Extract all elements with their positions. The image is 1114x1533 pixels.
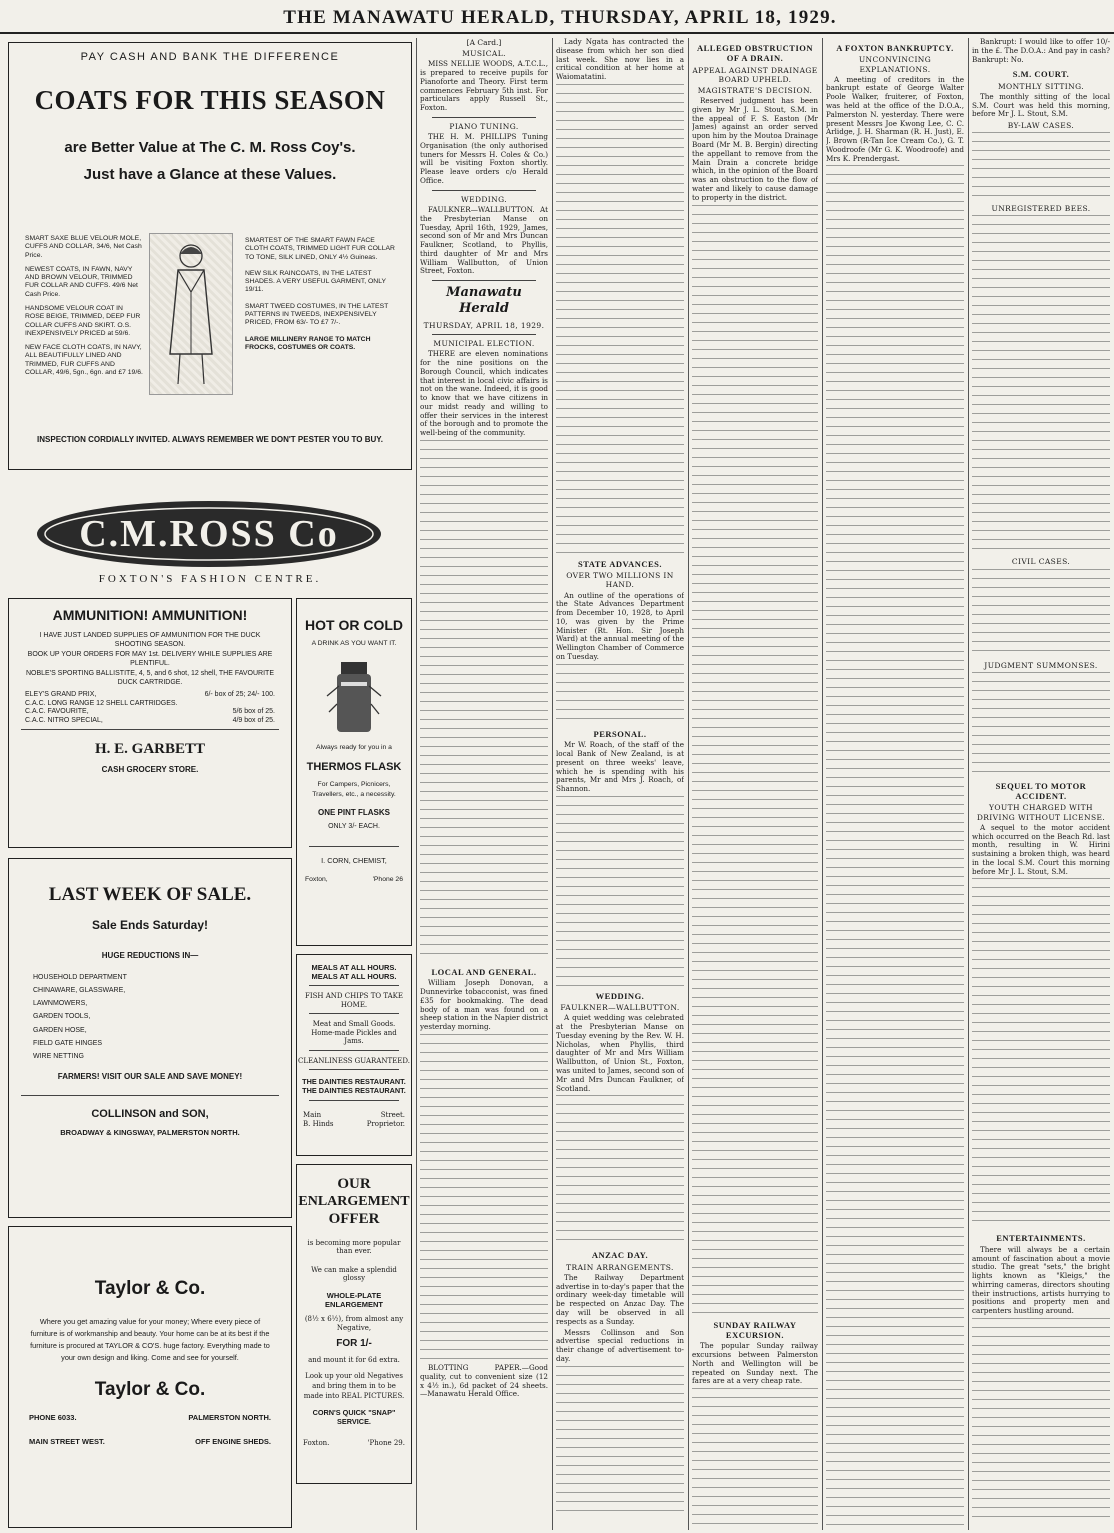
monthly-sub: MONTHLY SITTING. [997,81,1085,91]
garbett-store: CASH GROCERY STORE. [101,764,199,774]
enlarge-line: (8½ x 6½), from almost any Negative, [304,1315,404,1332]
price-value: 4/9 box of 25. [232,716,275,724]
column-text-block [692,205,818,1315]
piano-heading: PIANO TUNING. [449,121,519,131]
ross-right-items [245,237,397,360]
taylor-off: OFF ENGINE SHEDS. [195,1436,271,1446]
sunday-heading: SUNDAY RAILWAY EXCURSION. [713,1319,797,1340]
sequel-text: A sequel to the motor accident which occurred on the Beach Rd. last month, resulting in W. Hirini sustaining a broken thigh, was heard in the local S.M. Court this morning before Mr J. L. Stout, S.M. [972,822,1110,876]
enlarge-line: and mount it for 6d extra. [308,1356,400,1365]
taylor-name: Taylor & Co. [94,1278,206,1299]
ross-item: SMART TWEED COSTUMES, IN THE LATEST PATTERNS IN TWEEDS, INEXPENSIVELY PRICED, FROM 63/- TO £7 7/-. [245,302,389,327]
divider [21,729,279,730]
taylor-phone: PHONE 6033. [29,1413,77,1423]
thermos-one-pint: ONE PINT FLASKS [317,808,390,818]
col7-top-text: Bankrupt: I would like to offer 10/- in the £. The D.O.A.: And pay in cash? Bankrupt: No. [972,38,1110,64]
ross-item: NEW SILK RAINCOATS, IN THE LATEST SHADES. A VERY USEFUL GARMENT, ONLY 19/11. [245,269,386,294]
dainties-goods: Meat and Small Goods. Home-made Pickles and Jams. [311,1020,397,1046]
collinson-name: COLLINSON and SON, [91,1108,209,1121]
sale-cta: FARMERS! VISIT OUR SALE AND SAVE MONEY! [57,1071,243,1081]
enlarge-contact [297,1427,411,1448]
street-left: Main [303,1111,322,1120]
ross-item: NEWEST COATS, IN FAWN, NAVY AND BROWN VELOUR, TRIMMED FUR COLLAR AND CUFFS. 49/6 Net Cash Price. [25,265,138,298]
ammunition-title: AMMUNITION! AMMUNITION! [52,607,248,623]
herald-nameplate: Manawatu Herald [446,285,522,317]
youth-sub: YOUTH CHARGED WITH DRIVING WITHOUT LICENSE. [976,803,1106,822]
taylor-body: Where you get amazing value for your money; Where every piece of furniture is of workmanship and beauty. Your home can be at its best if the furniture is procured at TAYLOR & CO'S. huge factory. Everything made to your own design and liking. Come and see for yourself. [30,1317,270,1363]
meals-line-1: MEALS AT ALL HOURS. [311,963,397,972]
price-value: 5/6 box of 25. [232,708,275,716]
column-text-block [826,165,964,1525]
enlarge-phone: 'Phone 29. [367,1439,405,1448]
personal-text: Mr W. Roach, of the staff of the local Bank of New Zealand, is at present on three weeks' leave, which he is spending with his parents, Mr and Mrs J. Roach, of Shannon. [556,740,684,794]
enlarge-town: Foxton. [303,1439,330,1448]
dainties-name-2: THE DAINTIES RESTAURANT. [302,1086,406,1096]
price-item: ELEY'S GRAND PRIX, [25,691,97,699]
column-6 [826,38,964,1525]
column-rule [688,38,689,1530]
ad-banner: PAY CASH AND BANK THE DIFFERENCE [80,51,340,63]
sale-item: HOUSEHOLD DEPARTMENT [33,973,127,981]
taylor-name-2: Taylor & Co. [94,1379,206,1401]
column-text-block [556,796,684,986]
column-text-block [972,569,1110,659]
masthead [0,0,1114,34]
price-item: C.A.C. FAVOURITE, [25,708,89,716]
sale-item: WIRE NETTING [33,1053,84,1061]
magistrate-sub: MAGISTRATE'S DECISION. [697,86,813,95]
price-row [25,717,275,726]
thermos-illustration [319,656,389,736]
column-text-block [556,84,684,554]
thermos-ready: Always ready for you in a [316,744,392,752]
meals-line-2: MEALS AT ALL HOURS. [311,972,397,982]
column-5 [692,38,818,1528]
collinson-sale-ad [8,858,292,1218]
anzac-text: The Railway Department advertise in to-day's paper that the ordinary week-day timetable will be respected on Anzac Day. The day will be observed in all respects as a Sunday. [556,1272,684,1326]
alleged-text: Reserved judgment has been given by Mr J. L. Stout, S.M. in the appeal of F. S. Easton (Mr James) against an order served upon him by the Moutoa Drainage Board (Mr M. B. Bergin) directing the appellant to remove from the Main Drain a concrete bridge which, in the opinion of the Board was an obstruction to the flow of water and likely to cause damage to property in the district. [692,96,818,202]
ross-item: LARGE MILLINERY RANGE TO MATCH FROCKS, COSTUMES OR COATS. [245,335,371,351]
bankruptcy-sub: UNCONVINCING EXPLANATIONS. [858,55,932,74]
enlarge-price: FOR 1/- [336,1338,372,1350]
wedding-sub: FAULKNER—WALLBUTTON. [560,1003,680,1013]
ross-coats-ad [8,42,412,470]
column-rule [822,38,823,1530]
dainties-street [297,1105,411,1120]
divider [432,190,536,191]
card-label: [A Card.] [466,38,502,47]
enlarge-title-2: ENLARGEMENT [298,1194,410,1210]
enlargement-ad [296,1164,412,1484]
col4-top-text: Lady Ngata has contracted the disease from which her son died last week. She now lies in a critical condition at her home at Waiomatatini. [556,38,684,82]
column-text-block [972,878,1110,1228]
garbett-prices [9,691,291,725]
corn-thermos-ad [296,598,412,946]
divider [309,846,399,847]
corn-town: Foxton, [305,875,328,883]
proprietor-right: Proprietor. [366,1119,405,1128]
dainties-ad [296,954,412,1156]
corn-contact [297,866,411,884]
sm-court-heading: S.M. COURT. [1012,69,1070,80]
bankruptcy-text: A meeting of creditors in the bankrupt estate of George Walter Poole Walker, fruiterer, of Foxton, was held at the office of the D.O.A., Palmerston N. yesterday. There were present Messrs Joe Kwong Lee, C. C. Arlidge, J. H. Sharman (R. H. Just), E. J. Brown (R-Tan Ice Cream Co.), G. T. Woodroofe (Mr G. K. Woodroofe) and Mrs K. Prendergast. [826,74,964,163]
collinson-address: BROADWAY & KINGSWAY, PALMERSTON NORTH. [60,1127,240,1137]
ross-footer: INSPECTION CORDIALLY INVITED. ALWAYS REMEMBER WE DON'T PESTER YOU TO BUY. [37,435,383,444]
personal-heading: PERSONAL. [593,728,647,739]
local-heading: LOCAL AND GENERAL. [431,967,537,977]
divider [432,117,536,118]
price-row [25,691,275,700]
fashion-illustration [149,233,233,395]
thermos-flask-icon [319,656,389,736]
corn-name: I. CORN, CHEMIST, [321,855,387,865]
state-text: An outline of the operations of the State Advances Department from December 10, 1928, to April 10, was given by the Prime Minister (Rt. Hon. Sir Joseph Ward) at the annual meeting of the Wellington Chamber of Commerce on Tuesday. [556,590,684,662]
ross-left-items [25,235,143,383]
col4-bottom-text: Messrs Collinson and Son advertise special reductions in their change of advertisement to-day. [556,1327,684,1363]
column-7 [972,38,1110,1518]
thermos-price: ONLY 3/- EACH. [328,823,380,831]
divider [309,985,399,986]
masthead-title: THE MANAWATU HERALD, THURSDAY, APRIL 18, 1929. [283,7,837,28]
sale-item: CHINAWARE, GLASSWARE, [33,986,126,994]
divider [309,1013,399,1014]
wedding-heading: WEDDING. [460,194,508,204]
column-rule [552,38,553,1530]
municipal-text: THERE are eleven nominations for the nine positions on the Borough Council, which indicates that interest in local civic affairs is not on the wane. Indeed, it is good to know that we have citizens in our midst ready and willing to offer their services in the interest of the borough and to promote the well-being of the community. [420,349,548,438]
enlarge-line: We can make a splendid glossy [311,1265,397,1283]
entertainments-heading: ENTERTAINMENTS. [996,1233,1086,1244]
ross-item: NEW FACE CLOTH COATS, IN NAVY, ALL BEAUTIFULLY LINED AND TRIMMED, FUR CUFFS AND COLLAR, 49/6, 5gn., 6gn. and £7 19/6. [25,344,143,376]
taylor-address [9,1423,291,1446]
divider [432,334,536,335]
anzac-heading: ANZAC DAY. [591,1250,649,1261]
divider [309,1100,399,1101]
column-rule [968,38,969,1530]
state-heading: STATE ADVANCES. [577,558,663,569]
wedding-text: A quiet wedding was celebrated at the Presbyterian Manse on Tuesday evening by the Rev. W. H. Nicholas, when Phyllis, third daughter of Mr and Mrs William Wallbutton, of Union St., Foxton, was united to James, second son of Mr and Mrs Duncan Faulkner, of Scotland. [556,1013,684,1093]
column-text-block [556,1366,684,1516]
price-item: C.A.C. NITRO SPECIAL, [25,716,103,724]
ross-item: SMART SAXE BLUE VELOUR MOLE, CUFFS AND COLLAR, 34/6, Net Cash Price. [25,235,142,259]
woman-in-coat-icon [150,234,232,394]
divider [309,1050,399,1051]
ross-logo [32,497,386,571]
thermos-title: HOT OR COLD [305,617,403,633]
column-3 [420,38,548,1401]
column-text-block [420,440,548,962]
column-rule [416,38,417,1530]
price-item: C.A.C. LONG RANGE 12 SHELL CARTRIDGES. [25,699,178,707]
sale-title: LAST WEEK OF SALE. [48,884,252,905]
column-text-block [972,215,1110,555]
enlarge-title-1: OUR [337,1176,371,1192]
column-text-block [420,1034,548,1360]
garbett-line: BOOK UP YOUR ORDERS FOR MAY 1st. DELIVERY WHILE SUPPLIES ARE PLENTIFUL. [27,651,273,667]
sale-items [9,961,291,1064]
thermos-for: For Campers, Picnicers, Travellers, etc., a necessity. [312,781,396,799]
sale-item: FIELD GATE HINGES [33,1040,103,1048]
price-row [25,708,275,717]
musical-heading: MUSICAL. [462,49,506,59]
herald-date: THURSDAY, APRIL 18, 1929. [423,320,545,330]
logo-subtitle: FOXTON'S FASHION CENTRE. [98,573,322,585]
dainties-name-1: THE DAINTIES RESTAURANT. [302,1077,406,1087]
enlarge-line: Look up your old Negatives and bring them in to be made into REAL PICTURES. [303,1371,405,1401]
logo-text: C.M.ROSS Co [79,513,339,555]
ad-headline: COATS FOR THIS SEASON [34,85,386,116]
civil-sub: CIVIL CASES. [1011,557,1071,567]
column-text-block [972,1318,1110,1518]
wedding-notice: FAULKNER—WALLBUTTON. At the Presbyterian Manse on Tuesday, April 16th, 1929, James, second son of Mr and Mrs Duncan Faulkner, Scotland, to Phyllis, third daughter of Mr and Mrs William Wallbutton, of Union Street, Foxton. [420,204,548,276]
wedding-heading-2: WEDDING. [595,990,645,1001]
thermos-sub: A DRINK AS YOU WANT IT. [311,640,397,648]
local-text: William Joseph Donovan, a Dunnevirke tobacconist, was fined £35 for bookmaking. The dead body of a man was found on a sheep station in the Napier district yesterday morning. [420,978,548,1032]
enlarge-line: CORN'S QUICK "SNAP" SERVICE. [312,1408,396,1427]
ad-sub1: are Better Value at The C. M. Ross Coy's. [64,139,356,157]
enlarge-title-3: OFFER [328,1211,380,1228]
price-value: 6/- box of 25; 24/- 100. [204,691,275,699]
taylor-street: MAIN STREET WEST. [29,1436,105,1446]
column-text-block [972,672,1110,776]
blotting-notice: BLOTTING PAPER.—Good quality, cut to convenient size (12 x 4½ in.), 6d packet of 24 sheets.—Manawatu Herald Office. [420,1363,548,1399]
sequel-heading: SEQUEL TO MOTOR ACCIDENT. [995,780,1087,802]
column-4 [556,38,684,1516]
dainties-proprietor [297,1120,411,1129]
column-text-block [972,132,1110,202]
thermos-flask: THERMOS FLASK [306,760,402,773]
entertainments-text: There will always be a certain amount of fascination about a movie studio. The great "sets," the bright lights known as "Kleigs," the whirring cameras, directors shouting their instructions, artists hurrying to positions and property men and carpenters hustling around. [972,1244,1110,1316]
taylor-contact [9,1401,291,1422]
ross-item: HANDSOME VELOUR COAT IN ROSE BEIGE, TRIMMED, DEEP FUR COLLAR CUFFS AND SKIRT. O.S. INEXPENSIVELY PRICED at 59/6. [25,304,141,337]
municipal-heading: MUNICIPAL ELECTION. [433,339,535,349]
dainties-fish: FISH AND CHIPS TO TAKE HOME. [304,992,404,1009]
bylaw-sub: BY-LAW CASES. [1007,121,1075,131]
price-row [25,700,275,709]
garbett-line: NOBLE'S SPORTING BALLISTITE, 4, 5, and 6 shot, 12 shell, THE FAVOURITE DUCK CARTRIDGE. [26,670,274,686]
anzac-sub: TRAIN ARRANGEMENTS. [566,1262,674,1272]
sale-reductions: HUGE REDUCTIONS IN— [101,950,199,960]
judgment-sub: JUDGMENT SUMMONSES. [984,660,1098,670]
garbett-line: I HAVE JUST LANDED SUPPLIES OF AMMUNITION FOR THE DUCK SHOOTING SEASON. [39,632,261,648]
musical-notice: MISS NELLIE WOODS, A.T.C.L., is prepared to receive pupils for Pianoforte and Theory. First term commences February 5th inst. For particulars apply Russell St., Foxton. [420,59,548,113]
state-sub: OVER TWO MILLIONS IN HAND. [566,571,674,590]
sunday-text: The popular Sunday railway excursions between Palmerston North and Wellington will be repeated on Sunday next. The fares are at a very cheap rate. [692,1341,818,1386]
sm-text: The monthly sitting of the local S.M. Court was held this morning, before Mr J. L. Stout, S.M. [972,91,1110,119]
sale-sub: Sale Ends Saturday! [91,918,209,933]
column-text-block [692,1388,818,1528]
garbett-name: H. E. GARBETT [94,741,206,758]
enlarge-line: WHOLE-PLATE ENLARGEMENT [325,1290,383,1309]
column-text-block [556,1095,684,1245]
column-text-block [556,664,684,724]
sale-item: LAWNMOWERS, [33,1000,88,1008]
taylor-town: PALMERSTON NORTH. [188,1413,271,1423]
proprietor-left: B. Hinds [303,1119,334,1128]
divider [309,1069,399,1070]
divider [432,280,536,281]
dainties-clean: CLEANLINESS GUARANTEED. [298,1056,410,1065]
garbett-ad [8,598,292,848]
alleged-heading: ALLEGED OBSTRUCTION OF A DRAIN. [696,43,813,64]
enlarge-line: is becoming more popular than ever. [307,1238,401,1256]
street-right: Street. [380,1111,405,1120]
sale-item: GARDEN HOSE, [33,1026,87,1034]
ross-item: SMARTEST OF THE SMART FAWN FACE CLOTH COATS, TRIMMED LIGHT FUR COLLAR TO TONE, SILK LINED, ONLY 4½ Guineas. [245,237,395,261]
appeal-sub: APPEAL AGAINST DRAINAGE BOARD UPHELD. [692,65,818,84]
unreg-sub: UNREGISTERED BEES. [991,204,1091,214]
corn-phone: 'Phone 26 [372,875,403,883]
taylor-ad [8,1226,292,1528]
garbett-lines [9,624,291,687]
ad-sub2: Just have a Glance at these Values. [83,165,337,183]
bankruptcy-heading: A FOXTON BANKRUPTCY. [836,43,954,53]
piano-notice: THE H. M. PHILLIPS Tuning Organisation (the only authorised tuners for Messrs H. Coles & Co.) will be visiting Foxton shortly. Please leave orders c/o Herald Office. [420,132,548,186]
divider [21,1095,279,1096]
sale-item: GARDEN TOOLS, [33,1013,91,1021]
